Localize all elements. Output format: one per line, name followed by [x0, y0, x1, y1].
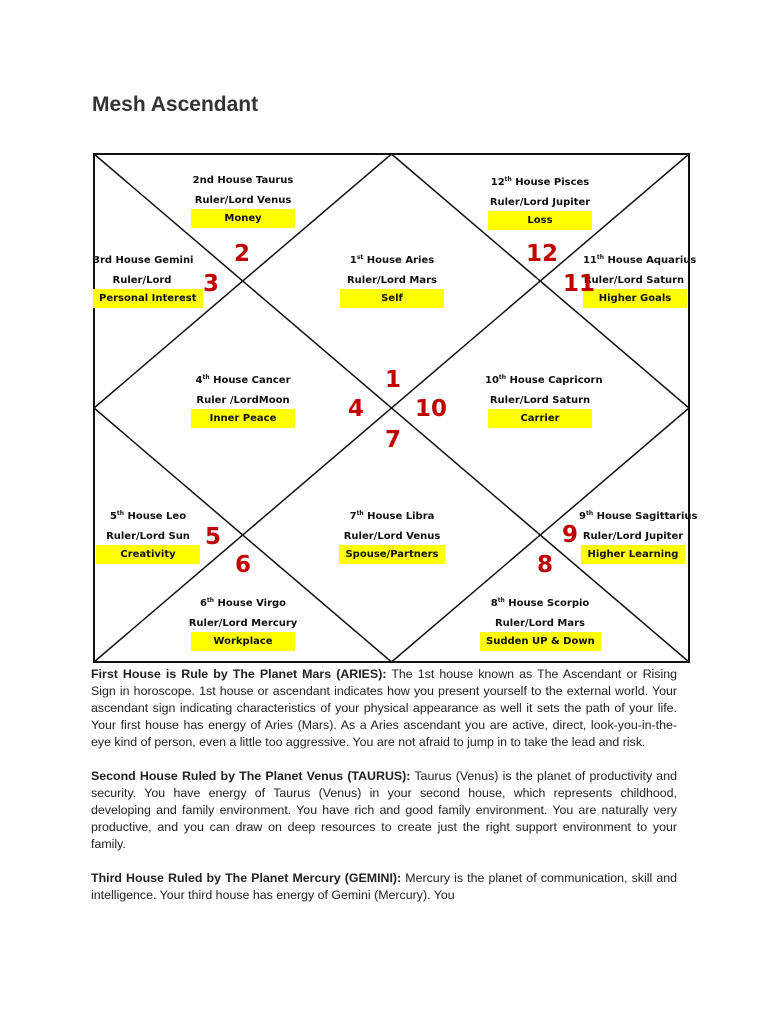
house-8: 8th House Scorpio Ruler/Lord Mars Sudden UP & Down: [480, 594, 600, 651]
house-number-11: 11: [563, 271, 596, 297]
house-9: 9th House Sagittarius Ruler/Lord Jupiter Higher Learning: [579, 507, 687, 564]
house-11: 11th House Aquarius Ruler/Lord Saturn Higher Goals: [583, 251, 685, 308]
paragraph-first-house: [91, 666, 677, 751]
house-descriptions: [91, 666, 677, 921]
house-12: 12th House Pisces Ruler/Lord Jupiter Loss: [485, 173, 595, 230]
paragraph-text: The 1st house known as The Ascendant or Rising Sign in horoscope. 1st house or ascendant indicates how you present yourself to the external world. Your ascendant sign indicating characteristics of your physical appearance as well it sets the path of your life. Your first house has energy of Aries (Mars). As a Aries ascendant you are active, direct, look-you-in-the-eye kind of person, even a little too aggressive. You are not afraid to jump in to take the lead and risk.: [91, 667, 677, 749]
house-number-6: 6: [235, 552, 252, 578]
house-number-3: 3: [203, 271, 220, 297]
paragraph-heading: Second House Ruled by The Planet Venus (TAURUS):: [91, 769, 411, 783]
house-4: 4th House Cancer Ruler /LordMoon Inner Peace: [188, 371, 298, 428]
house-number-7: 7: [385, 427, 402, 453]
paragraph-second-house: [91, 768, 677, 853]
house-number-12: 12: [526, 241, 559, 267]
house-number-2: 2: [234, 241, 251, 267]
paragraph-heading: First House is Rule by The Planet Mars (ARIES):: [91, 667, 387, 681]
house-number-10: 10: [415, 396, 448, 422]
chart-grid: [93, 153, 690, 663]
house-5: 5th House Leo Ruler/Lord Sun Creativity: [93, 507, 203, 564]
house-number-8: 8: [537, 552, 554, 578]
house-number-1: 1: [385, 367, 402, 393]
page-title: Mesh Ascendant: [92, 93, 259, 116]
paragraph-text: Mercury is the planet of communication, skill and intelligence. Your third house has energy of Gemini (Mercury). You: [91, 871, 677, 902]
birth-chart: [93, 153, 698, 663]
paragraph-third-house: [91, 870, 677, 904]
house-2: 2nd House Taurus Ruler/Lord Venus Money: [188, 171, 298, 228]
house-1: 1st House Aries Ruler/Lord Mars Self: [337, 251, 447, 308]
house-10: 10th House Capricorn Ruler/Lord Saturn Carrier: [485, 371, 595, 428]
house-number-5: 5: [205, 524, 222, 550]
house-3: 3rd House Gemini Ruler/Lord Personal Interest: [93, 251, 191, 308]
paragraph-heading: Third House Ruled by The Planet Mercury (GEMINI):: [91, 871, 402, 885]
house-7: 7th House Libra Ruler/Lord Venus Spouse/Partners: [337, 507, 447, 564]
house-number-4: 4: [348, 396, 365, 422]
house-6: 6th House Virgo Ruler/Lord Mercury Workplace: [188, 594, 298, 651]
paragraph-text: Taurus (Venus) is the planet of productivity and security. You have energy of Taurus (Venus) in your second house, which represents childhood, developing and family environment. You have rich and good family environment. You are naturally very productive, and you can draw on deep resources to create just the right support environment to your family.: [91, 769, 677, 851]
house-number-9: 9: [562, 522, 579, 548]
